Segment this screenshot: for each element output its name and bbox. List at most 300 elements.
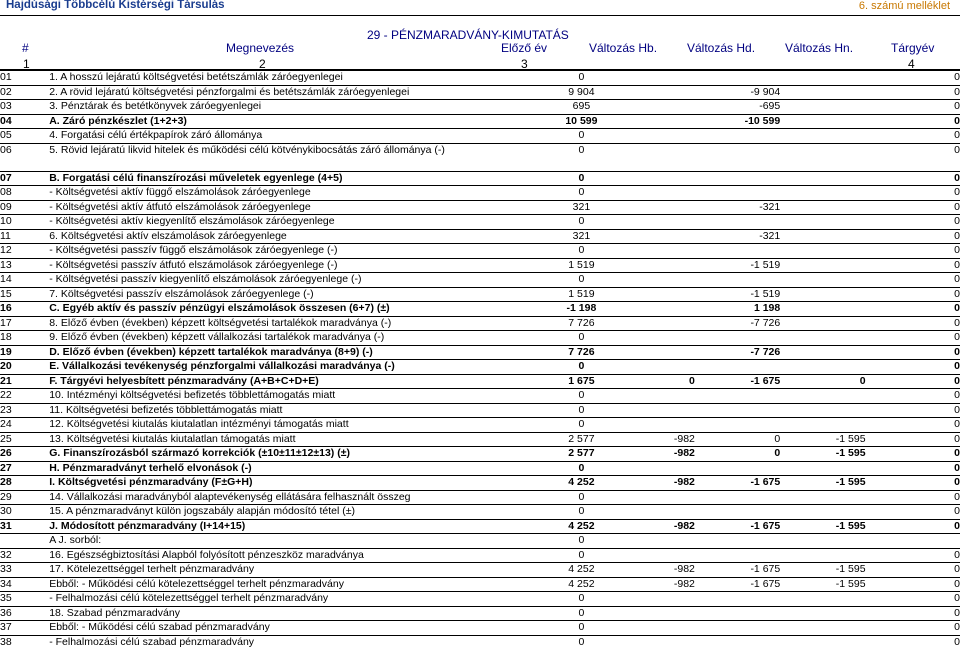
row-change-hd: -1 675 [695, 476, 780, 491]
row-current-year: 0 [866, 85, 960, 100]
row-change-hd [695, 244, 780, 259]
row-number: 30 [0, 505, 49, 520]
row-description: E. Vállalkozási tevékenység pénzforgalmi vállalkozási maradványa (-) [49, 360, 541, 375]
row-number: 25 [0, 432, 49, 447]
row-change-hn: -1 595 [780, 432, 865, 447]
row-prev-year: 4 252 [541, 476, 621, 491]
row-change-hb [622, 215, 695, 230]
row-current-year: 0 [866, 403, 960, 418]
row-number: 21 [0, 374, 49, 389]
row-number: 37 [0, 621, 49, 636]
row-change-hd: -1 675 [695, 577, 780, 592]
row-current-year: 0 [866, 519, 960, 534]
row-change-hb [622, 548, 695, 563]
row-change-hn [780, 490, 865, 505]
row-description: 18. Szabad pénzmaradvány [49, 606, 541, 621]
row-prev-year: 0 [541, 592, 621, 607]
row-number: 05 [0, 129, 49, 144]
row-current-year: 0 [866, 374, 960, 389]
row-description: D. Előző évben (években) képzett tartalékok maradványa (8+9) (-) [49, 345, 541, 360]
row-change-hd [695, 534, 780, 549]
row-change-hb [622, 389, 695, 404]
row-change-hd: -321 [695, 229, 780, 244]
row-change-hn [780, 100, 865, 115]
row-change-hd: -321 [695, 200, 780, 215]
row-change-hd [695, 171, 780, 186]
col-number-3: 3 [521, 57, 528, 71]
row-current-year: 0 [866, 447, 960, 462]
row-change-hd [695, 621, 780, 636]
row-prev-year: 1 675 [541, 374, 621, 389]
row-prev-year: 0 [541, 389, 621, 404]
row-change-hd [695, 331, 780, 346]
table-row [0, 621, 960, 636]
table-row [0, 157, 960, 171]
row-description: 8. Előző évben (években) képzett költségvetési tartalékok maradványa (-) [49, 316, 541, 331]
row-change-hb [622, 114, 695, 129]
table-row [0, 447, 960, 462]
row-current-year: 0 [866, 186, 960, 201]
row-current-year: 0 [866, 592, 960, 607]
col-number-2: 2 [259, 57, 266, 71]
row-current-year: 0 [866, 71, 960, 86]
row-change-hn [780, 345, 865, 360]
row-current-year: 0 [866, 287, 960, 302]
row-number: 33 [0, 563, 49, 578]
row-change-hb [622, 171, 695, 186]
row-change-hb [622, 606, 695, 621]
row-change-hb: -982 [622, 447, 695, 462]
row-prev-year: 0 [541, 403, 621, 418]
row-prev-year: 0 [541, 621, 621, 636]
row-prev-year: 0 [541, 548, 621, 563]
row-change-hn [780, 621, 865, 636]
row-prev-year: -1 198 [541, 302, 621, 317]
table-row [0, 143, 960, 157]
row-current-year: 0 [866, 577, 960, 592]
row-description: H. Pénzmaradványt terhelő elvonások (-) [49, 461, 541, 476]
row-change-hb [622, 143, 695, 157]
row-current-year: 0 [866, 490, 960, 505]
row-prev-year: 321 [541, 200, 621, 215]
row-number: 36 [0, 606, 49, 621]
table-row [0, 273, 960, 288]
row-description: - Költségvetési passzív átfutó elszámolások záróegyenlege (-) [49, 258, 541, 273]
row-change-hn: -1 595 [780, 476, 865, 491]
row-prev-year: 4 252 [541, 563, 621, 578]
row-description: - Költségvetési passzív függő elszámolások záróegyenlege (-) [49, 244, 541, 259]
row-change-hd [695, 129, 780, 144]
row-current-year: 0 [866, 273, 960, 288]
row-description: F. Tárgyévi helyesbített pénzmaradvány (A+B+C+D+E) [49, 374, 541, 389]
row-change-hn [780, 418, 865, 433]
row-current-year: 0 [866, 418, 960, 433]
row-change-hn [780, 635, 865, 649]
row-change-hn [780, 360, 865, 375]
row-change-hb [622, 100, 695, 115]
row-change-hd [695, 157, 780, 171]
table-row [0, 171, 960, 186]
row-change-hb [622, 129, 695, 144]
row-prev-year: 0 [541, 534, 621, 549]
row-current-year: 0 [866, 548, 960, 563]
row-description: - Felhalmozási célú szabad pénzmaradvány [49, 635, 541, 649]
row-current-year: 0 [866, 563, 960, 578]
row-change-hn [780, 461, 865, 476]
row-current-year [866, 534, 960, 549]
col-desc-header: Megnevezés [226, 41, 294, 55]
table-row [0, 534, 960, 549]
row-current-year: 0 [866, 621, 960, 636]
row-number [0, 157, 49, 171]
row-change-hd [695, 505, 780, 520]
row-change-hd [695, 389, 780, 404]
row-description: 4. Forgatási célú értékpapírok záró állománya [49, 129, 541, 144]
col-year-header: Tárgyév [891, 41, 934, 55]
table-row [0, 418, 960, 433]
row-change-hd [695, 143, 780, 157]
row-description: 1. A hosszú lejáratú költségvetési betétszámlák záróegyenlegei [49, 71, 541, 86]
table-row [0, 635, 960, 649]
row-prev-year: 0 [541, 171, 621, 186]
row-number: 38 [0, 635, 49, 649]
table-row [0, 331, 960, 346]
col-number-1: 1 [23, 57, 30, 71]
row-change-hd [695, 548, 780, 563]
row-current-year: 0 [866, 143, 960, 157]
table-row [0, 229, 960, 244]
row-change-hd: -695 [695, 100, 780, 115]
row-number: 13 [0, 258, 49, 273]
row-change-hb [622, 621, 695, 636]
row-current-year: 0 [866, 316, 960, 331]
row-change-hn: -1 595 [780, 447, 865, 462]
row-prev-year: 0 [541, 461, 621, 476]
col-number-4: 4 [908, 57, 915, 71]
row-change-hb [622, 200, 695, 215]
remainder-table [0, 70, 960, 649]
col-chg-hd-header: Változás Hd. [687, 41, 755, 55]
row-change-hn [780, 258, 865, 273]
row-prev-year: 695 [541, 100, 621, 115]
table-row [0, 606, 960, 621]
row-description: 3. Pénztárak és betétkönyvek záróegyenlegei [49, 100, 541, 115]
row-change-hd: -10 599 [695, 114, 780, 129]
row-current-year: 0 [866, 461, 960, 476]
row-change-hn [780, 403, 865, 418]
row-description: J. Módosított pénzmaradvány (I+14+15) [49, 519, 541, 534]
row-number: 08 [0, 186, 49, 201]
row-change-hb [622, 71, 695, 86]
row-change-hb [622, 186, 695, 201]
row-number: 09 [0, 200, 49, 215]
row-change-hb: -982 [622, 476, 695, 491]
row-prev-year: 10 599 [541, 114, 621, 129]
row-change-hn [780, 534, 865, 549]
col-chg-hn-header: Változás Hn. [785, 41, 853, 55]
row-description: I. Költségvetési pénzmaradvány (F±G+H) [49, 476, 541, 491]
row-prev-year: 1 519 [541, 287, 621, 302]
row-change-hd [695, 461, 780, 476]
row-change-hd: 1 198 [695, 302, 780, 317]
row-number: 31 [0, 519, 49, 534]
row-description: C. Egyéb aktív és passzív pénzügyi elszámolások összesen (6+7) (±) [49, 302, 541, 317]
row-change-hn [780, 273, 865, 288]
row-number: 07 [0, 171, 49, 186]
row-change-hb [622, 635, 695, 649]
row-change-hb [622, 157, 695, 171]
row-prev-year: 0 [541, 418, 621, 433]
row-prev-year: 2 577 [541, 432, 621, 447]
row-change-hn [780, 229, 865, 244]
row-description: 14. Vállalkozási maradványból alaptevékenység ellátására felhasznált összeg [49, 490, 541, 505]
row-description: 9. Előző évben (években) képzett vállalkozási tartalékok maradványa (-) [49, 331, 541, 346]
row-description: 16. Egészségbiztosítási Alapból folyósított pénzeszköz maradványa [49, 548, 541, 563]
row-change-hd: -1 675 [695, 519, 780, 534]
table-row [0, 476, 960, 491]
row-change-hn [780, 244, 865, 259]
row-description: Ebből: - Működési célú kötelezettséggel terhelt pénzmaradvány [49, 577, 541, 592]
row-change-hd [695, 273, 780, 288]
row-number: 03 [0, 100, 49, 115]
row-change-hn: -1 595 [780, 519, 865, 534]
row-prev-year: 0 [541, 360, 621, 375]
row-change-hn [780, 143, 865, 157]
row-description: - Költségvetési aktív függő elszámolások záróegyenlege [49, 186, 541, 201]
row-change-hb [622, 331, 695, 346]
row-change-hb: -982 [622, 519, 695, 534]
row-change-hd [695, 606, 780, 621]
row-change-hd: -7 726 [695, 316, 780, 331]
row-number: 02 [0, 85, 49, 100]
row-change-hb [622, 302, 695, 317]
row-current-year: 0 [866, 331, 960, 346]
row-prev-year: 0 [541, 635, 621, 649]
row-current-year: 0 [866, 200, 960, 215]
table-row [0, 505, 960, 520]
row-current-year: 0 [866, 302, 960, 317]
row-change-hn [780, 186, 865, 201]
row-prev-year: 7 726 [541, 316, 621, 331]
row-current-year: 0 [866, 505, 960, 520]
row-change-hn [780, 114, 865, 129]
row-current-year: 0 [866, 432, 960, 447]
table-row [0, 548, 960, 563]
row-number: 24 [0, 418, 49, 433]
row-current-year: 0 [866, 360, 960, 375]
row-change-hb: -982 [622, 577, 695, 592]
row-current-year: 0 [866, 635, 960, 649]
table-row [0, 374, 960, 389]
col-num-header: # [22, 41, 29, 55]
row-number: 20 [0, 360, 49, 375]
row-description: 10. Intézményi költségvetési befizetés többlettámogatás miatt [49, 389, 541, 404]
table-row [0, 592, 960, 607]
table-row [0, 563, 960, 578]
row-change-hb [622, 461, 695, 476]
table-row [0, 114, 960, 129]
row-change-hb: 0 [622, 374, 695, 389]
row-number: 01 [0, 71, 49, 86]
row-description: G. Finanszírozásból származó korrekciók (±10±11±12±13) (±) [49, 447, 541, 462]
table-row [0, 129, 960, 144]
row-current-year: 0 [866, 171, 960, 186]
row-change-hn [780, 85, 865, 100]
row-current-year: 0 [866, 389, 960, 404]
table-row [0, 302, 960, 317]
row-current-year [866, 157, 960, 171]
row-change-hb [622, 229, 695, 244]
row-number: 14 [0, 273, 49, 288]
row-change-hn [780, 389, 865, 404]
row-change-hb: -982 [622, 563, 695, 578]
row-prev-year: 9 904 [541, 85, 621, 100]
row-change-hd [695, 418, 780, 433]
row-change-hn [780, 287, 865, 302]
row-change-hd: -1 675 [695, 374, 780, 389]
row-change-hb [622, 403, 695, 418]
row-change-hn: 0 [780, 374, 865, 389]
row-current-year: 0 [866, 114, 960, 129]
row-change-hb [622, 85, 695, 100]
row-change-hb [622, 345, 695, 360]
row-change-hb: -982 [622, 432, 695, 447]
row-description: - Költségvetési aktív kiegyenlítő elszámolások záróegyenlege [49, 215, 541, 230]
row-current-year: 0 [866, 606, 960, 621]
row-prev-year: 7 726 [541, 345, 621, 360]
row-number: 22 [0, 389, 49, 404]
row-change-hn [780, 129, 865, 144]
row-description: 2. A rövid lejáratú költségvetési pénzforgalmi és betétszámlák záróegyenlegei [49, 85, 541, 100]
row-change-hn [780, 316, 865, 331]
row-change-hn [780, 606, 865, 621]
report-title-text: 29 - PÉNZMARADVÁNY-KIMUTATÁS [367, 28, 569, 42]
row-description: A J. sorból: [49, 534, 541, 549]
row-change-hn [780, 215, 865, 230]
row-number: 27 [0, 461, 49, 476]
header-divider [0, 15, 960, 16]
row-number: 29 [0, 490, 49, 505]
row-description [49, 157, 541, 171]
table-row [0, 360, 960, 375]
row-number: 10 [0, 215, 49, 230]
row-prev-year: 0 [541, 143, 621, 157]
row-change-hd: -1 519 [695, 287, 780, 302]
row-prev-year: 0 [541, 71, 621, 86]
row-change-hd: -9 904 [695, 85, 780, 100]
row-change-hn [780, 592, 865, 607]
row-change-hd [695, 635, 780, 649]
row-current-year: 0 [866, 345, 960, 360]
table-row [0, 100, 960, 115]
row-change-hd: -1 675 [695, 563, 780, 578]
row-number: 17 [0, 316, 49, 331]
row-number: 06 [0, 143, 49, 157]
row-change-hn [780, 157, 865, 171]
row-change-hn [780, 171, 865, 186]
row-description: A. Záró pénzkészlet (1+2+3) [49, 114, 541, 129]
row-current-year: 0 [866, 129, 960, 144]
row-description: 17. Kötelezettséggel terhelt pénzmaradvány [49, 563, 541, 578]
row-number: 32 [0, 548, 49, 563]
row-change-hb [622, 316, 695, 331]
row-change-hd: -1 519 [695, 258, 780, 273]
table-row [0, 287, 960, 302]
col-chg-hb-header: Változás Hb. [589, 41, 657, 55]
row-change-hb [622, 505, 695, 520]
row-description: 7. Költségvetési passzív elszámolások záróegyenlege (-) [49, 287, 541, 302]
table-row [0, 403, 960, 418]
report-title [0, 29, 960, 41]
row-number: 12 [0, 244, 49, 259]
row-description: B. Forgatási célú finanszírozási műveletek egyenlege (4+5) [49, 171, 541, 186]
row-change-hn: -1 595 [780, 577, 865, 592]
row-change-hd [695, 490, 780, 505]
table-row [0, 186, 960, 201]
row-change-hd [695, 186, 780, 201]
column-headers [0, 41, 960, 57]
row-number: 19 [0, 345, 49, 360]
table-body [0, 71, 960, 649]
row-change-hn [780, 200, 865, 215]
row-prev-year: 1 519 [541, 258, 621, 273]
row-prev-year: 4 252 [541, 519, 621, 534]
document-header [0, 0, 960, 14]
row-current-year: 0 [866, 258, 960, 273]
row-description: 13. Költségvetési kiutalás kiutalatlan támogatás miatt [49, 432, 541, 447]
row-change-hd [695, 215, 780, 230]
table-row [0, 577, 960, 592]
table-row [0, 519, 960, 534]
row-number: 16 [0, 302, 49, 317]
row-prev-year: 0 [541, 505, 621, 520]
row-prev-year: 0 [541, 186, 621, 201]
row-description: 5. Rövid lejáratú likvid hitelek és működési célú kötvénykibocsátás záró állománya (-) [49, 143, 541, 157]
row-number: 35 [0, 592, 49, 607]
row-number: 34 [0, 577, 49, 592]
row-current-year: 0 [866, 244, 960, 259]
row-description: 6. Költségvetési aktív elszámolások záróegyenlege [49, 229, 541, 244]
row-number: 11 [0, 229, 49, 244]
row-prev-year: 4 252 [541, 577, 621, 592]
row-prev-year: 321 [541, 229, 621, 244]
row-change-hb [622, 534, 695, 549]
row-change-hb [622, 490, 695, 505]
row-current-year: 0 [866, 229, 960, 244]
row-description: 11. Költségvetési befizetés többlettámogatás miatt [49, 403, 541, 418]
row-description: 12. Költségvetési kiutalás kiutalatlan intézményi támogatás miatt [49, 418, 541, 433]
row-number: 15 [0, 287, 49, 302]
row-change-hd: 0 [695, 447, 780, 462]
row-change-hb [622, 244, 695, 259]
row-prev-year: 0 [541, 490, 621, 505]
row-change-hb [622, 418, 695, 433]
row-description: 15. A pénzmaradványt külön jogszabály alapján módosító tétel (±) [49, 505, 541, 520]
row-prev-year: 0 [541, 273, 621, 288]
row-prev-year: 0 [541, 215, 621, 230]
row-change-hb [622, 287, 695, 302]
row-change-hn [780, 302, 865, 317]
row-prev-year: 0 [541, 331, 621, 346]
row-change-hb [622, 273, 695, 288]
table-row [0, 200, 960, 215]
row-description: - Költségvetési aktív átfutó elszámolások záróegyenlege [49, 200, 541, 215]
row-description: - Felhalmozási célú kötelezettséggel terhelt pénzmaradvány [49, 592, 541, 607]
row-description: - Költségvetési passzív kiegyenlítő elszámolások záróegyenlege (-) [49, 273, 541, 288]
row-prev-year [541, 157, 621, 171]
row-change-hd [695, 592, 780, 607]
table-row [0, 389, 960, 404]
